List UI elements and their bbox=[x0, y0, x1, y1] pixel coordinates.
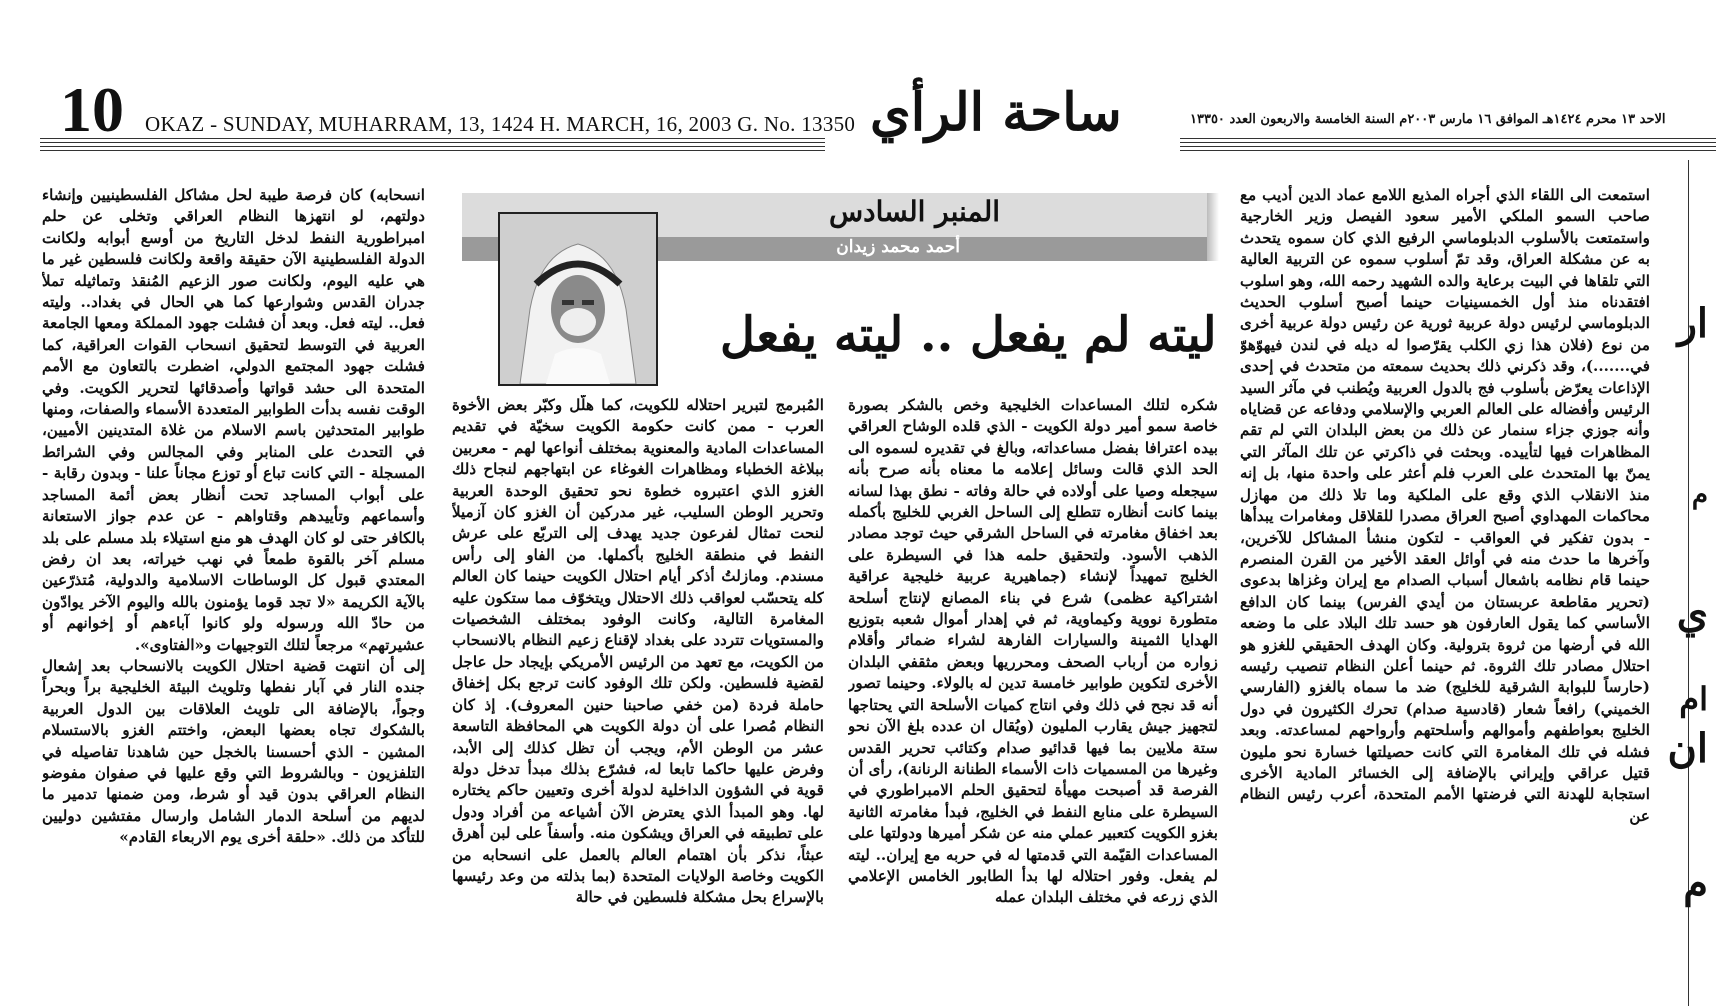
adjacent-page-fragment: م bbox=[1683, 860, 1708, 907]
banner-shadow bbox=[1207, 193, 1219, 261]
author-portrait-image bbox=[500, 214, 656, 384]
section-title: ساحة الرأي bbox=[870, 82, 1122, 143]
article-column-2 bbox=[848, 395, 1218, 1005]
header-rule bbox=[40, 138, 825, 139]
article-paragraph: المُبرمج لتبرير احتلاله للكويت، كما هلّل وكبّر بعض الأخوة العرب - ممن كانت حكومة الكويت سخيّة في تقديم المساعدات المادية والمعنوية بمختلف أنواعها لهم - معربين ببلاغة الخطباء ومظاهرات الغوغاء عن ابتهاجهم لنجاح ذلك الغزو الذي اعتبروه خطوة نحو تحقيق الوحدة العربية وتحرير الوطن السليب، غير مدركين أن الغزو كان آزميلاً لنحت تمثال لفرعون جديد يهدف إلى التربّع على عرش النفط في منطقة الخليج بأكملها. من الفاو إلى رأس مسندم. ومازلتُ أذكر أيام احتلال الكويت حينما كان العالم كله يتحسّب لعواقب ذلك الاحتلال ويتخوّف مما ستكون عليه المغامرة التالية، وكانت الوفود بمختلف الشخصيات والمستويات تتردد على بغداد لإقناع زعيم النظام بالانسحاب من الكويت، مع تعهد من الرئيس الأمريكي بإيجاد حل عاجل لقضية فلسطين. ولكن تلك الوفود كانت ترجع بكل إخفاق حاملة فردة (من خفي صاحبنا حنين المعروف). إذ كان النظام مُصرا على أن دولة الكويت هي المحافظة التاسعة عشر من الوطن الأم، ويجب أن تظل كذلك إلى الأبد، وفرض عليها حاكما تابعا له، فشرّع بذلك مبدأ تدخل دولة قوية في الشؤون الداخلية لدولة أخرى وتعيين حاكم يختاره لها. وهو المبدأ الذي يعترض الآن أشياعه من أفراد ودول على تطبيقه في العراق ويشكون منه. وأسفاً على لبن أهرق عبثاً، نذكر بأن اهتمام العالم بالعمل على انسحابه من الكويت وخاصة الولايات المتحدة (بما بذلته من وعد رئيسها بالإسراع بحل مشكلة فلسطين في حالة bbox=[452, 396, 824, 907]
adjacent-page-fragment: ار bbox=[1677, 300, 1708, 347]
header-rule bbox=[40, 150, 825, 151]
article-paragraph: استمعت الى اللقاء الذي أجراه المذيع اللامع عماد الدين أديب مع صاحب السمو الملكي الأمير سعود الفيصل وزير الخارجية واستمتعت بالأسلوب الدبلوماسي الرفيع الذي كان سموه يتحدث به عن مشكلة العراق، وقد تمّ أسلوب سموه عن التربية العالية التي تلقاها في البيت برعاية والده الشهيد رحمه الله، وهو اسلوب افتقدناه منذ أول الخمسينيات حينما أصبح أسلوب الحديث الدبلوماسي لرئيس دولة عربية ثورية عن رئيس دولة عربية أخرى من نوع (فلان هذا زي الكلب يقرّصوا له ديله في لندن فيهوّهوّ في.......)، وقد ذكرني ذلك بحديث سمعته من متحدث في إحدى الإذاعات يعرّض بأسلوب فج بالدول العربية ويُطنب في مآثر السيد الرئيس وأفضاله على العالم العربي والإسلامي ودفاعه عن قضاياه وأنه جوزي جزاء سنمار عن ذلك من بعض البلدان التي لم تقم المظاهرات فيها لتأييده. وبحثت في ذاكرتي عن تلك المآثر التي يمنّ بها المتحدث على العرب فلم أعثر على واحدة منها، بل إنه منذ الانقلاب الذي وقع على الملكية وما تلا ذلك من مهازل محاكمات المهداوي أصبح العراق مصدرا للقلاقل ومغامرات يبدأها - بدون تفكير في العواقب - لتكون منشأ المشاكل للآخرين، وآخرها ما حدث منه في أوائل العقد الأخير من القرن المنصرم حينما قام نظامه باشعال أسباب الصدام مع إيران وغزاها بدعوى (تحرير مقاطعة عربستان من أيدي الفرس) بينما كان الدافع الأساسي كما يقول العارفون هو حسد تلك البلاد على ما وضعه الله في أرضها من ثروة بترولية. وكان الهدف الحقيقي للغزو هو احتلال مصادر تلك الثروة. ثم حينما أعلن النظام تنصيب رئيسه (حارساً للبوابة الشرقية للخليج) ضد ما سماه بالغزو (الفارسي الخميني) رافعاً شعار (قادسية صدام) تحرك الكثيرون في دول الخليج بعواطفهم وأموالهم وأسلحتهم وأرواحهم لمساعدته. وبعد فشله في تلك المغامرة التي كانت حصيلتها خسارة نحو مليون قتيل عراقي وإيراني بالإضافة إلى الخسائر المادية الأخرى استجابة للهدنة التي فرضتها الأمم المتحدة، أعرب رئيس النظام عن bbox=[1240, 186, 1650, 825]
article-column-4 bbox=[42, 185, 425, 1005]
adjacent-page-fragment: ي bbox=[1676, 590, 1708, 637]
author-photo bbox=[498, 212, 658, 386]
article-column-3 bbox=[452, 395, 824, 1005]
author-name: أحمد محمد زيدان bbox=[836, 237, 960, 257]
article-paragraph: انسحابه) كان فرصة طيبة لحل مشاكل الفلسطينيين وإنشاء دولتهم، لو انتهزها النظام العراقي وتخلى عن حلم امبراطورية النفط لدخل التاريخ من أوسع أبوابه ولكانت الدولة الفلسطينية الآن حقيقة واقعة ولكانت فلسطين غير ما هي عليه اليوم، ولكانت صور الزعيم المُنقذ وتماثيله تملأ جدران القدس وشوارعها كما هي الحال في بغداد.. وليته فعل.. ليته فعل. وبعد أن فشلت جهود المملكة ومعها الجامعة العربية في التوسط لتحقيق انسحاب القوات العراقية، كما فشلت جهود المجتمع الدولي، اضطرت بالتعاون مع الأمم المتحدة الى حشد قواتها وأصدقائها لتحرير الكويت. وفي الوقت نفسه بدأت الطوابير المتعددة الأسماء والصفات، ومنها طوابير المتحدثين باسم الاسلام من غلاة المتدينين الأميين، في التحدث على المنابر وفي المجالس وفي الشرائط المسجلة - التي كانت تباع أو توزع مجاناً علنا - وبدون رقابة - على أبواب المساجد تحت أنظار بعض أئمة المساجد وأسماعهم وتأييدهم وقتاواهم - عن عدم جواز الاستعانة بالكافر حتى لو كان الهدف هو منع استيلاء بلد مسلم على بلد مسلم آخر بالقوة طمعاً في نهب خيراته، بعد ان رفض المعتدي قبول كل الوساطات الاسلامية والدولية، مُتذرّعين بالآية الكريمة «لا تجد قوما يؤمنون بالله واليوم الآخر يوادّون من حادّ الله ورسوله ولو كانوا آباءهم أو إخوانهم أو عشيرتهم» مرجعاً لتلك التوجيهات و«الفتاوى». bbox=[42, 186, 425, 654]
arabic-date-line: الاحد ١٣ محرم ١٤٢٤هـ الموافق ١٦ مارس ٢٠٠٣م السنة الخامسة والاربعون العدد ١٣٣٥٠ bbox=[1190, 112, 1666, 127]
adjacent-page-fragment: م bbox=[1691, 480, 1708, 510]
headline: ليته لم يفعل .. ليته يفعل bbox=[720, 307, 1217, 363]
header-rule bbox=[1180, 146, 1716, 147]
adjacent-page-fragment: ام bbox=[1679, 680, 1708, 718]
header-rule bbox=[1180, 138, 1716, 139]
masthead: OKAZ - SUNDAY, MUHARRAM, 13, 1424 H. MARCH, 16, 2003 G. No. 13350 bbox=[145, 112, 856, 136]
adjacent-page-fragment: ان bbox=[1667, 725, 1708, 772]
column-title: المنبر السادس bbox=[828, 195, 1000, 228]
article-column-1 bbox=[1240, 185, 1650, 1005]
article-paragraph: شكره لتلك المساعدات الخليجية وخص بالشكر بصورة خاصة سمو أمير دولة الكويت - الذي قلده الوشاح العراقي بيده اعترافا بفضل مساعداته، وبالغ في تقديره لسموه الى الحد الذي قالت وسائل إعلامه ما معناه بأنه صرح بأنه سيجعله وصيا على أولاده في حالة وفاته - نطق بهذا لسانه بينما كانت أنظاره تتطلع إلى الساحل الغربي للخليج بأكمله بعد اخفاق مغامرته في الساحل الشرقي حيث توجد مصادر الذهب الأسود. ولتحقيق حلمه هذا في السيطرة على الخليج تمهيداً لإنشاء (جماهيرية عربية خليجية عراقية اشتراكية عظمى) شرع في بناء المصانع لإنتاج أسلحة متطورة نووية وكيماوية، ثم في إهدار أموال شعبه بتوزيع الهدايا الثمينة والسيارات الفارهة لشراء ضمائر وأقلام زواره من أرباب الصحف ومحرريها وبعض مثقفي البلدان الأخرى لتكوين طوابير خامسة تدين له بالولاء. وحينما تصور أنه قد نجح في ذلك وفي انتاج كميات الأسلحة التي يحتاجها لتجهيز جيش يقارب المليون (ويُقال ان عدده بلغ الآن نحو ستة ملايين بما فيها قدائيو صدام وكتائب تحرير القدس وغيرها من المسميات ذات الأسماء الطنانة الرنانة)، رأى أن الفرصة قد أصبحت مهيأة لتحقيق الحلم الامبراطوري في السيطرة على منابع النفط في الخليج، فبدأ مغامرته الثانية بغزو الكويت كتعبير عملي منه عن شكر أميرها ودولتها على المساعدات القيّمة التي قدمتها له في حربه مع إيران.. ليته لم يفعل. وفور احتلاله لها بدأ الطابور الخامس الإعلامي الذي زرعه في مختلف البلدان عمله bbox=[848, 396, 1218, 907]
page-number: 10 bbox=[60, 74, 124, 145]
header-rule bbox=[1180, 150, 1716, 151]
header-rule bbox=[1180, 142, 1716, 143]
header-rule bbox=[40, 142, 825, 143]
article-paragraph: إلى أن انتهت قضية احتلال الكويت بالانسحاب بعد إشعال جنده النار في آبار نفطها وتلويث البيئة الخليجية براً وبحراً وجواً، بالإضافة الى تلويث العلاقات بين الدول العربية بالشكوك تجاه بعضها البعض، واختتم الغزو بالاستسلام المشين - الذي أحسسنا بالخجل حين شاهدنا تفاصيله في التلفزيون - وبالشروط التي وقع عليها في صفوان مفوضو النظام العراقي بدون قيد أو شرط، ومن ضمنها تدمير ما لديهم من أسلحة الدمار الشامل وارسال مفتشين دوليين للتأكد من ذلك. «حلقة أخرى يوم الاربعاء القادم» bbox=[42, 656, 425, 847]
header-rule bbox=[40, 146, 825, 147]
